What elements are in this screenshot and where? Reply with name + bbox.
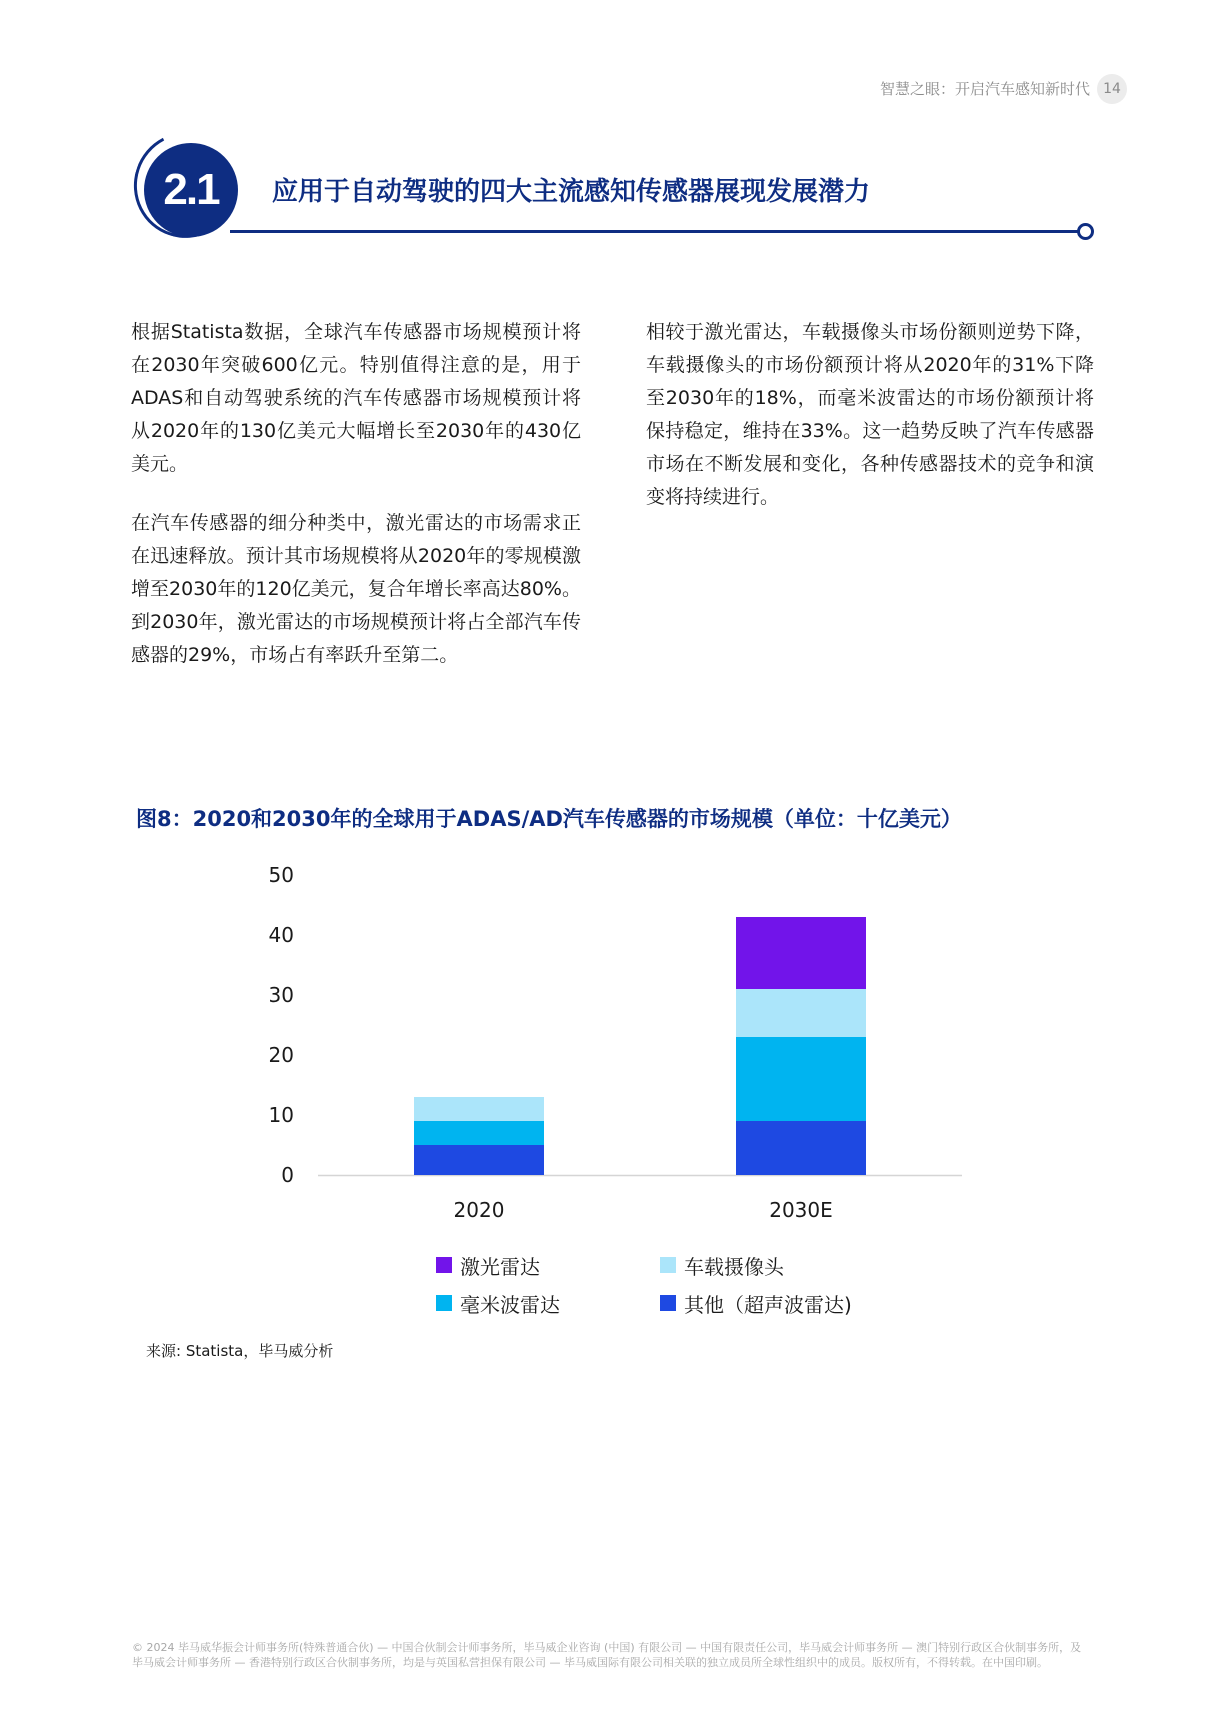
section-title: 应用于自动驾驶的四大主流感知传感器展现发展潜力 [272, 177, 871, 207]
legend-label-camera: 车载摄像头 [684, 1254, 784, 1279]
y-tick-label: 10 [268, 1103, 294, 1127]
bar-segment-2030e-1 [736, 1037, 866, 1121]
legend-swatch-camera [660, 1257, 676, 1273]
bar-segment-2030e-0 [736, 1121, 866, 1175]
page-number-badge: 14 [1097, 74, 1127, 104]
source-note: 来源: Statista，毕马威分析 [146, 1342, 334, 1360]
bar-segment-2020-0 [414, 1145, 544, 1175]
section-line-end-dot [1077, 223, 1094, 240]
x-tick-label: 2030E [769, 1198, 833, 1222]
legend-label-radar: 毫米波雷达 [460, 1292, 560, 1317]
footer-copyright: © 2024 毕马威华振会计师事务所(特殊普通合伙) — 中国合伙制会计师事务所，毕马威企业咨询 (中国) 有限公司 — 中国有限责任公司，毕马威会计师事务所 — 澳门特别行政区合伙制事务所，及毕马威会计师事务所 — 香港特别行政区合伙制事务所，均是与英国私营担保有限公司 — 毕马威国际有限公司相关联的独立成员所全球性组织中的成员。版权所有，不得转载。在中国印刷。 [132, 1641, 1082, 1669]
legend-item-other [660, 1288, 852, 1318]
section-number-badge: 2.1 [144, 143, 238, 237]
chart-legend [436, 1250, 896, 1330]
bar-segment-2030e-3 [736, 917, 866, 989]
legend-label-other: 其他（超声波雷达) [684, 1292, 852, 1317]
chart-title: 图8：2020和2030年的全球用于ADAS/AD汽车传感器的市场规模（单位：十亿美元） [136, 807, 962, 831]
y-tick-label: 0 [281, 1163, 294, 1187]
legend-label-lidar: 激光雷达 [460, 1254, 540, 1279]
legend-swatch-radar [436, 1295, 452, 1311]
legend-item-lidar [436, 1250, 540, 1280]
y-tick-label: 20 [268, 1043, 294, 1067]
legend-swatch-other [660, 1295, 676, 1311]
bar-segment-2020-2 [414, 1097, 544, 1121]
x-tick-label: 2020 [453, 1198, 505, 1222]
body-paragraph-2: 在汽车传感器的细分种类中，激光雷达的市场需求正在迅速释放。预计其市场规模将从2020年的零规模激增至2030年的120亿美元，复合年增长率高达80%。到2030年，激光雷达的市场规模预计将占全部汽车传感器的29%，市场占有率跃升至第二。 [131, 512, 581, 666]
header-title: 智慧之眼：开启汽车感知新时代 [879, 80, 1090, 98]
bar-segment-2020-1 [414, 1121, 544, 1145]
legend-swatch-lidar [436, 1257, 452, 1273]
legend-item-camera [660, 1250, 784, 1280]
y-tick-label: 50 [268, 863, 294, 887]
stacked-bar-chart [250, 855, 970, 1235]
y-tick-label: 40 [268, 923, 294, 947]
y-tick-label: 30 [268, 983, 294, 1007]
section-underline [230, 230, 1080, 233]
bar-segment-2030e-2 [736, 989, 866, 1037]
legend-item-radar [436, 1288, 560, 1318]
body-paragraph-1: 根据Statista数据，全球汽车传感器市场规模预计将在2030年突破600亿元。特别值得注意的是，用于ADAS和自动驾驶系统的汽车传感器市场规模预计将从2020年的130亿美元大幅增长至2030年的430亿美元。 [131, 321, 581, 475]
body-paragraph-3: 相较于激光雷达，车载摄像头市场份额则逆势下降，车载摄像头的市场份额预计将从2020年的31%下降至2030年的18%，而毫米波雷达的市场份额预计将保持稳定，维持在33%。这一趋势反映了汽车传感器市场在不断发展和变化，各种传感器技术的竞争和演变将持续进行。 [646, 321, 1094, 508]
